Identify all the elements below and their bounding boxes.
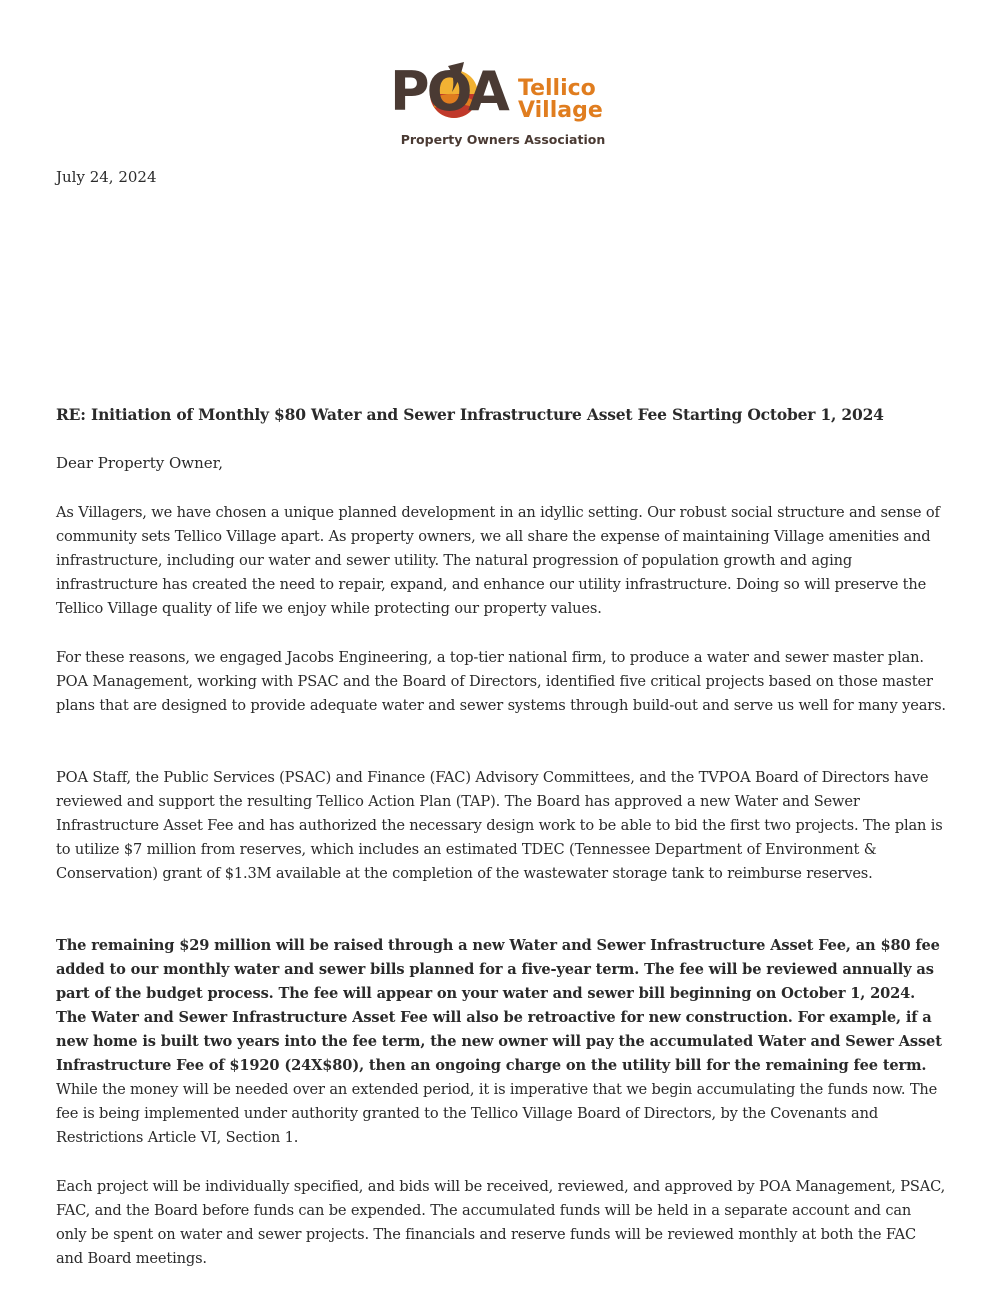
logo-org-name-line2: Village <box>518 98 603 123</box>
fee-details-bold: The remaining $29 million will be raised through a new Water and Sewer Infrastructure Asset Fee, an $80 fee added to our monthly water and sewer bills planned for a five-year term. The fee will be reviewed annually as part of the budget process. The fee will appear on your water and sewer bill beginning on October 1, 2024. The Water and Sewer Infrastructure Asset Fee will also be retroactive for new construction. For example, if a new home is built two years into the fee term, the new owner will pay the accumulated Water and Sewer Asset Infrastructure Fee of $1920 (24X$80), then an ongoing charge on the utility bill for the remaining fee term. <box>56 937 942 1074</box>
fee-details-regular: While the money will be needed over an extended period, it is imperative that we begin accumulating the funds now. The fee is being implemented under authority granted to the Tellico Village Board of Directors, by the Covenants and Restrictions Article VI, Section 1. <box>56 1081 938 1146</box>
paragraph-intro: As Villagers, we have chosen a unique planned development in an idyllic setting. Our robust social structure and sense of community sets Tellico Village apart. As property owners, we all share the expense of maintaining Village amenities and infrastructure, including our water and sewer utility. The natural progression of population growth and aging infrastructure has created the need to repair, expand, and enhance our utility infrastructure. Doing so will preserve the Tellico Village quality of life we enjoy while protecting our property values. <box>56 504 940 617</box>
logo-org-name-line1: Tellico <box>518 76 596 101</box>
letter-salutation: Dear Property Owner, <box>56 454 223 472</box>
letterhead-logo <box>390 58 630 154</box>
paragraph-fee-details <box>56 934 946 1150</box>
paragraph-master-plan: For these reasons, we engaged Jacobs Engineering, a top-tier national firm, to produce a water and sewer master plan. POA Management, working with PSAC and the Board of Directors, identified five critical projects based on those master plans that are designed to provide adequate water and sewer systems through build-out and serve us well for many years. <box>56 649 946 714</box>
logo-subtitle: Property Owners Association <box>400 132 606 147</box>
paragraph-project-process: Each project will be individually specified, and bids will be received, reviewed, and approved by POA Management, PSAC, FAC, and the Board before funds can be expended. The accumulated funds will be held in a separate account and can only be spent on water and sewer projects. The financials and reserve funds will be reviewed monthly at both the FAC and Board meetings. <box>56 1178 946 1267</box>
logo-org-name <box>518 78 603 122</box>
paragraph-tap-approval: POA Staff, the Public Services (PSAC) and Finance (FAC) Advisory Committees, and the TVPOA Board of Directors have reviewed and support the resulting Tellico Action Plan (TAP). The Board has approved a new Water and Sewer Infrastructure Asset Fee and has authorized the necessary design work to be able to bid the first two projects. The plan is to utilize $7 million from reserves, which includes an estimated TDEC (Tennessee Department of Environment & Conservation) grant of $1.3M available at the completion of the wastewater storage tank to reimburse reserves. <box>56 769 943 882</box>
logo-poa-text: POA <box>390 60 507 123</box>
letter-subject: RE: Initiation of Monthly $80 Water and Sewer Infrastructure Asset Fee Starting October 1, 2024 <box>56 405 884 424</box>
letter-date: July 24, 2024 <box>56 168 157 186</box>
